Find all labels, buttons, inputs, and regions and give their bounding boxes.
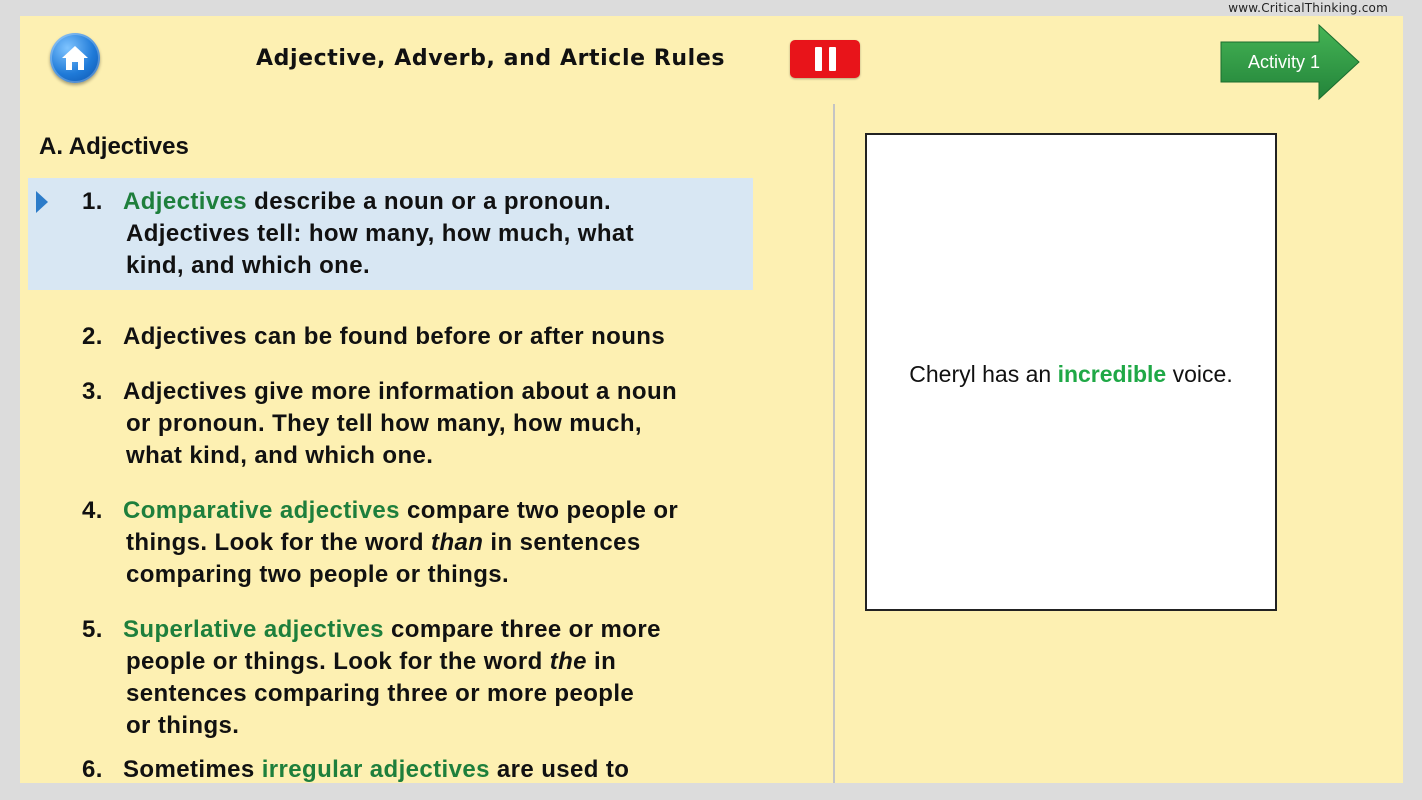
example-card: [865, 133, 1277, 611]
rule-line: [123, 559, 753, 591]
rule-segment: Sometimes: [123, 756, 262, 783]
rule-number: 6.: [82, 756, 103, 783]
rule-segment: than: [431, 529, 484, 556]
rule-line: [123, 495, 753, 527]
rule-segment: things. Look for the word: [126, 529, 432, 556]
rule-segment: compare two people or: [399, 497, 679, 524]
rule-segment: or pronoun. They tell how many, how much,: [126, 410, 642, 437]
rule-line: [123, 614, 753, 646]
activity-label: Activity 1: [1247, 52, 1321, 72]
rule-segment: or things.: [126, 712, 240, 739]
rule-text: [123, 376, 753, 472]
pause-icon: [815, 47, 822, 71]
rule-line: [123, 218, 753, 250]
rule-segment: people or things. Look for the word: [126, 648, 550, 675]
rule-term: Comparative adjectives: [123, 497, 400, 524]
rule-number: 5.: [82, 616, 103, 643]
rule-line: [123, 321, 753, 353]
triangle-right-icon: [36, 191, 48, 213]
rule-number: 4.: [82, 497, 103, 524]
section-heading: A. Adjectives: [39, 133, 189, 160]
rule-line: [123, 250, 753, 282]
rule-term: Superlative adjectives: [123, 616, 384, 643]
rule-segment: comparing two people or things.: [126, 561, 510, 588]
home-button[interactable]: [50, 33, 100, 83]
rule-line: [123, 408, 753, 440]
rule-item-6[interactable]: [28, 754, 753, 786]
example-text-before: Cheryl has an: [909, 361, 1058, 387]
rule-term: irregular adjectives: [261, 756, 490, 783]
rule-segment: in: [586, 648, 617, 675]
example-highlight-word: incredible: [1057, 361, 1167, 387]
rule-number: 2.: [82, 323, 103, 350]
rule-segment: Adjectives can be found before or after nouns: [123, 323, 666, 350]
rule-line: [123, 440, 753, 472]
rule-item-4[interactable]: [28, 495, 753, 591]
rule-text: [123, 186, 753, 282]
activity-button[interactable]: [1219, 24, 1361, 100]
rule-segment: describe a noun or a pronoun.: [247, 188, 612, 215]
rule-term: Adjectives: [123, 188, 248, 215]
app-window: [20, 16, 1403, 783]
rule-item-1[interactable]: [28, 178, 753, 290]
rule-text: [123, 321, 753, 353]
rule-line: [123, 710, 753, 742]
page-title: Adjective, Adverb, and Article Rules: [256, 46, 726, 71]
rule-segment: Adjectives tell: how many, how much, what: [126, 220, 635, 247]
rule-text: [123, 754, 753, 786]
rule-item-3[interactable]: [28, 376, 753, 472]
rule-segment: Adjectives give more information about a noun: [123, 378, 678, 405]
panel-divider: [833, 104, 835, 783]
rule-segment: in sentences: [483, 529, 641, 556]
rule-segment: kind, and which one.: [126, 252, 371, 279]
rule-text: [123, 495, 753, 591]
rule-segment: what kind, and which one.: [126, 442, 434, 469]
rule-segment: are used to: [489, 756, 630, 783]
rule-line: [123, 527, 753, 559]
rule-number: 1.: [82, 188, 103, 215]
home-icon: [60, 44, 90, 72]
rules-list[interactable]: [20, 116, 833, 783]
rule-segment: sentences comparing three or more people: [126, 680, 635, 707]
pause-button[interactable]: [790, 40, 860, 78]
rule-line: [123, 376, 753, 408]
rule-text: [123, 614, 753, 742]
site-url: www.CriticalThinking.com: [1228, 1, 1388, 15]
rule-item-5[interactable]: [28, 614, 753, 742]
rule-line: [123, 678, 753, 710]
rule-line: [123, 646, 753, 678]
rule-segment: the: [549, 648, 587, 675]
rule-segment: compare three or more: [383, 616, 661, 643]
rule-number: 3.: [82, 378, 103, 405]
pause-icon: [829, 47, 836, 71]
rule-line: [123, 754, 753, 786]
rule-line: [123, 186, 753, 218]
example-sentence: [909, 361, 1232, 388]
rule-item-2[interactable]: [28, 321, 753, 353]
example-text-after: voice.: [1166, 361, 1233, 387]
